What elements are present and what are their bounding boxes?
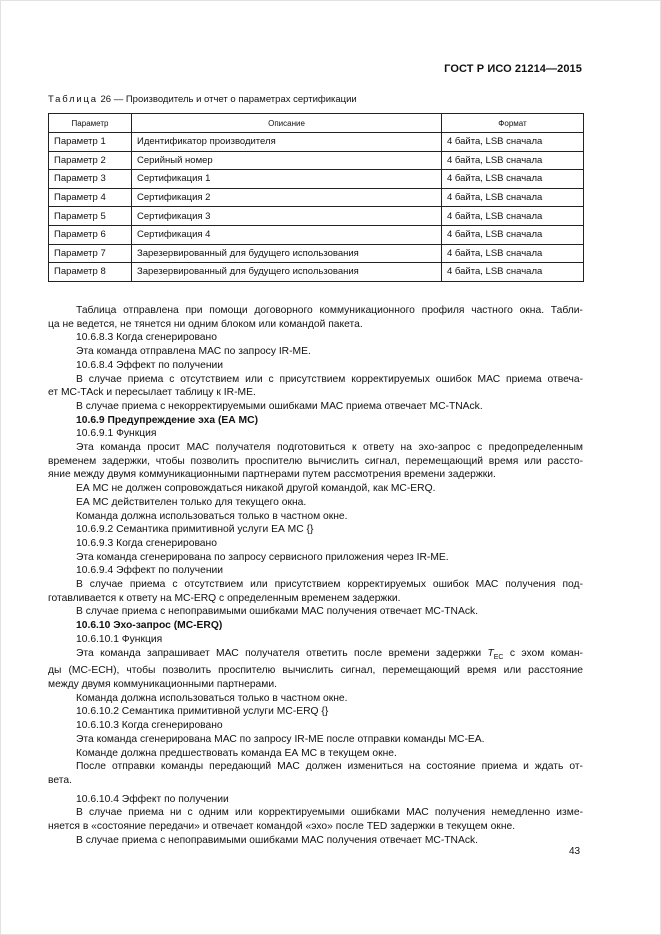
section-heading: 10.6.9 Предупреждение эха (ЕА МС) [76, 414, 258, 426]
paragraph: яние между двумя коммуникационными партнерами путем рассмотрения времени задержки. [48, 469, 496, 481]
paragraph: готавливается к ответу на МС-ERQ с определенным временем задержки. [48, 592, 401, 604]
table-row [49, 188, 584, 207]
paragraph: В случае приема с непоправимыми ошибками МАС получения отвечает МС-TNAck. [76, 606, 479, 618]
table-row [49, 263, 584, 282]
paragraph: Эта команда сгенерирована МАС по запросу IR-ME после отправки команды МС-ЕА. [76, 733, 485, 745]
clause-heading: 10.6.9.1 Функция [76, 428, 157, 440]
cell-description: Сертификация 1 [132, 170, 442, 189]
table-row [49, 244, 584, 263]
cell-parameter: Параметр 1 [49, 133, 132, 152]
cell-parameter: Параметр 6 [49, 225, 132, 244]
page-number: 43 [569, 846, 581, 857]
paragraph: Команда должна использоваться только в частном окне. [76, 692, 348, 704]
paragraph: Команда должна использоваться только в частном окне. [76, 510, 348, 522]
section-heading: 10.6.10 Эхо-запрос (МС-ERQ) [76, 620, 223, 632]
paragraph: Эта команда отправлена МАС по запросу IR-ME. [76, 346, 311, 358]
table-caption [48, 94, 357, 105]
cell-format: 4 байта, LSB сначала [442, 263, 584, 282]
paragraph: Эта команда сгенерирована по запросу сервисного приложения через IR-ME. [76, 551, 449, 563]
cell-format: 4 байта, LSB сначала [442, 170, 584, 189]
paragraph: между двумя коммуникационными партнерами. [48, 679, 277, 691]
paragraph: временем задержки, чтобы позволить проспителю вычислить сигнал, перемещающий время или рассто- [48, 455, 583, 467]
cell-format: 4 байта, LSB сначала [442, 151, 584, 170]
clause-heading: 10.6.10.3 Когда сгенерировано [76, 720, 223, 732]
variable-t: T [487, 647, 494, 659]
cell-format: 4 байта, LSB сначала [442, 244, 584, 263]
table-caption-title: 26 — Производитель и отчет о параметрах сертификации [97, 94, 357, 105]
paragraph: ды (МС-ЕСН), чтобы позволить проспителю вычислить сигнал, перемещающий время или расстояние [48, 665, 583, 677]
paragraph: ет МС-ТАck и пересылает таблицу к IR-ME. [48, 387, 256, 399]
column-header-description: Описание [132, 114, 442, 133]
body-text [48, 304, 583, 847]
table-row [49, 133, 584, 152]
paragraph [48, 647, 583, 665]
paragraph: Команде должна предшествовать команда ЕА МС в текущем окне. [76, 747, 397, 759]
text-run: Эта команда запрашивает МАС получателя ответить после времени задержки [76, 647, 488, 659]
clause-heading: 10.6.8.3 Когда сгенерировано [76, 332, 217, 344]
table-row [49, 151, 584, 170]
paragraph: После отправки команды передающий МАС должен измениться на состояние приема и ждать от- [76, 761, 583, 773]
cell-description: Зарезервированный для будущего использования [132, 263, 442, 282]
paragraph: В случае приема ни с одним или корректируемыми ошибками МАС получения немедленно изме- [76, 807, 583, 819]
table-header-row [49, 114, 584, 133]
paragraph: В случае приема с отсутствием или с присутствием корректируемых ошибок МАС приема отвеча- [76, 373, 583, 385]
paragraph: вета. [48, 774, 72, 786]
cell-parameter: Параметр 7 [49, 244, 132, 263]
variable-subscript: EC [493, 653, 504, 661]
paragraph: ца не ведется, не тянется ни одним блоком или командой пакета. [48, 318, 363, 330]
paragraph: Таблица отправлена при помощи договорного коммуникационного профиля частного окна. Табли- [76, 305, 583, 316]
column-header-format: Формат [442, 114, 584, 133]
paragraph: В случае приема с непоправимыми ошибками МАС получения отвечает МС-TNAck. [76, 834, 479, 846]
paragraph: В случае приема с отсутствием или присутствием корректируемых ошибок МАС получения под- [76, 579, 583, 591]
clause-heading: 10.6.9.4 Эффект по получении [76, 565, 224, 577]
column-header-parameter: Параметр [49, 114, 132, 133]
paragraph: няется в «состояние передачи» и отвечает командой «эхо» после TED задержки в текущем окне. [48, 821, 516, 833]
parameters-table [48, 113, 584, 282]
cell-format: 4 байта, LSB сначала [442, 225, 584, 244]
clause-heading: 10.6.9.3 Когда сгенерировано [76, 537, 217, 549]
clause-heading: 10.6.10.2 Семантика примитивной услуги МС-ERQ {} [76, 706, 329, 718]
table-row [49, 170, 584, 189]
text-run: с эхом коман- [503, 647, 583, 659]
table-row [49, 207, 584, 226]
cell-description: Идентификатор производителя [132, 133, 442, 152]
cell-parameter: Параметр 5 [49, 207, 132, 226]
cell-format: 4 байта, LSB сначала [442, 133, 584, 152]
cell-format: 4 байта, LSB сначала [442, 207, 584, 226]
cell-format: 4 байта, LSB сначала [442, 188, 584, 207]
paragraph: ЕА МС действителен только для текущего окна. [76, 496, 307, 508]
standard-header: ГОСТ Р ИСО 21214—2015 [444, 63, 582, 75]
clause-heading: 10.6.10.1 Функция [76, 633, 163, 645]
cell-parameter: Параметр 4 [49, 188, 132, 207]
cell-parameter: Параметр 8 [49, 263, 132, 282]
cell-description: Сертификация 2 [132, 188, 442, 207]
cell-parameter: Параметр 3 [49, 170, 132, 189]
paragraph: В случае приема с некорректируемыми ошибками МАС приема отвечает МС-TNAck. [76, 400, 483, 412]
paragraph: Эта команда просит МАС получателя подготовиться к ответу на эхо-запрос с предопределенным [76, 442, 583, 454]
clause-heading: 10.6.9.2 Семантика примитивной услуги ЕА МС {} [76, 524, 314, 536]
cell-description: Сертификация 3 [132, 207, 442, 226]
clause-heading: 10.6.10.4 Эффект по получении [76, 793, 229, 805]
table-row [49, 225, 584, 244]
cell-parameter: Параметр 2 [49, 151, 132, 170]
cell-description: Зарезервированный для будущего использования [132, 244, 442, 263]
paragraph: ЕА МС не должен сопровождаться никакой другой командой, как МС-ERQ. [76, 483, 436, 495]
cell-description: Серийный номер [132, 151, 442, 170]
table-caption-label: Таблица [48, 94, 98, 105]
cell-description: Сертификация 4 [132, 225, 442, 244]
clause-heading: 10.6.8.4 Эффект по получении [76, 359, 224, 371]
